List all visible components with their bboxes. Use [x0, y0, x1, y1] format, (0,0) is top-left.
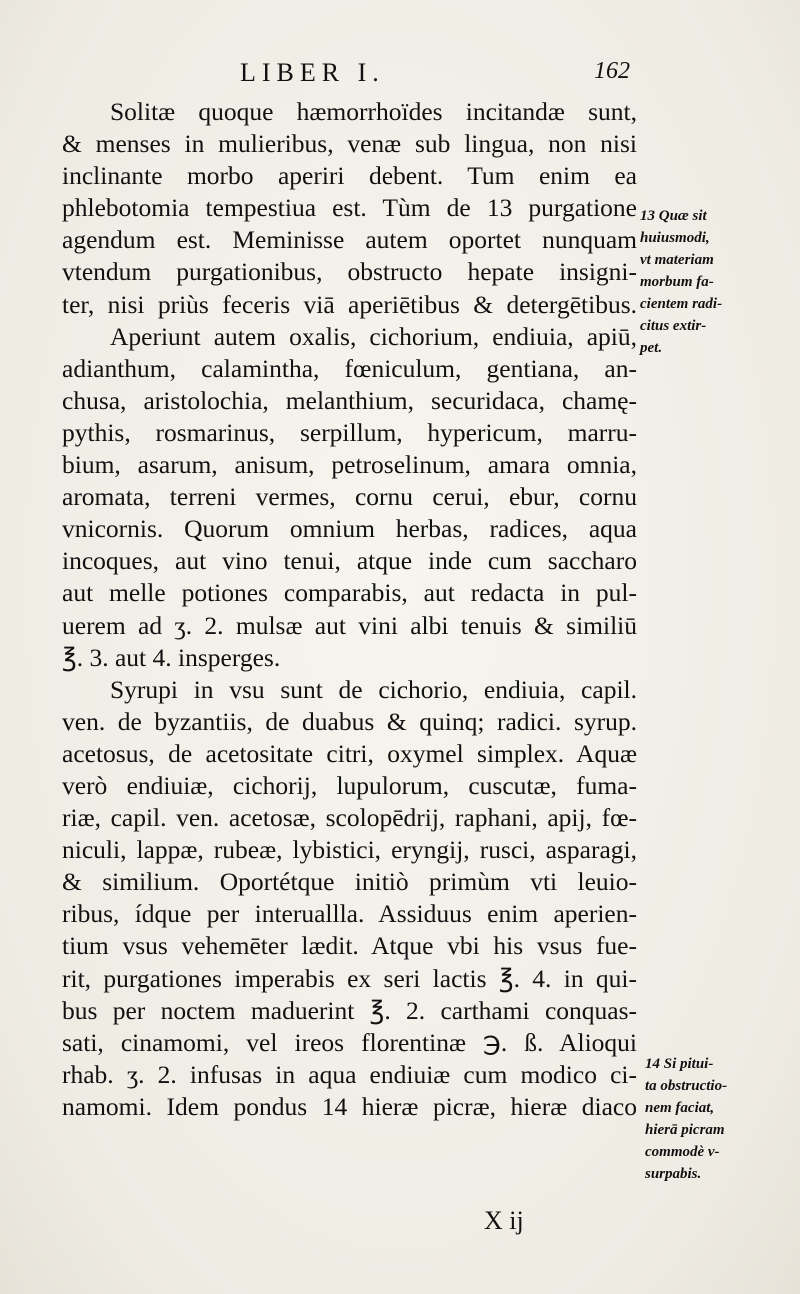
text-line: aut melle potiones comparabis, aut redacta in pul- [62, 578, 637, 608]
margin-note-line: nem faciat, [645, 1100, 715, 1116]
text-line: & similium. Oportétque initiò primùm vti leuio- [62, 867, 637, 897]
text-line: vtendum purgationibus, obstructo hepate insigni- [62, 257, 637, 287]
text-line: & menses in mulieribus, venæ sub lingua, non nisi [62, 129, 637, 159]
text-line: agendum est. Meminisse autem oportet nunquam [62, 225, 637, 255]
text-line: niculi, lappæ, rubeæ, lybistici, eryngij, rusci, asparagi, [62, 835, 637, 865]
text-line: phlebotomia tempestiua est. Tùm de 13 purgatione [62, 193, 637, 223]
text-line: bium, asarum, anisum, petroselinum, amara omnia, [62, 450, 637, 480]
signature-mark: X ij [484, 1206, 524, 1235]
text-line: inclinante morbo aperiri debent. Tum enim ea [62, 161, 637, 191]
text-line: tium vsus vehemēter lædit. Atque vbi his vsus fue- [62, 931, 637, 961]
text-line: verò endiuiæ, cichorij, lupulorum, cuscutæ, fuma- [62, 770, 637, 800]
margin-note-line: cientem radi- [640, 296, 723, 312]
margin-note-line: commodè v- [645, 1144, 720, 1160]
text-line: ℥. 3. aut 4. insperges. [62, 642, 281, 672]
margin-note-line: vt materiam [640, 252, 714, 268]
main-text-block [62, 96, 637, 1123]
text-line: rit, purgationes imperabis ex seri lactis ℥. 4. in qui- [62, 963, 637, 993]
text-line: Solitæ quoque hæmorrhoïdes incitandæ sunt, [110, 97, 637, 126]
margin-note-line: 13 Quæ sit [640, 208, 707, 224]
margin-note-line: 14 Si pitui- [645, 1056, 714, 1072]
text-line: sati, cinamomi, vel ireos florentinæ ℈. ß. Alioqui [62, 1027, 637, 1057]
folio-number: 162 [594, 58, 630, 84]
page-header [60, 58, 630, 90]
text-line: uerem ad ʒ. 2. mulsæ aut vini albi tenuis & similiū [62, 610, 637, 640]
text-line: Aperiunt autem oxalis, cichorium, endiuia, apiū, [110, 321, 637, 351]
margin-note-line: hierā picram [645, 1122, 725, 1138]
text-line: acetosus, de acetositate citri, oxymel simplex. Aquæ [62, 738, 637, 768]
margin-note-14 [645, 1053, 727, 1185]
text-line: adianthum, calamintha, fœniculum, gentiana, an- [62, 353, 637, 383]
text-line: chusa, aristolochia, melanthium, securidaca, chamę- [62, 385, 637, 415]
text-line: aromata, terreni vermes, cornu cerui, ebur, cornu [62, 482, 637, 512]
text-line: vnicornis. Quorum omnium herbas, radices, aqua [62, 514, 637, 544]
text-line: ribus, ídque per interuallla. Assiduus enim aperien- [62, 899, 637, 929]
margin-note-line: morbum fa- [640, 274, 714, 290]
margin-note-line: pet. [640, 340, 663, 356]
margin-note-13 [640, 205, 722, 359]
margin-note-line: huiusmodi, [640, 230, 710, 246]
margin-note-line: ta obstructio- [645, 1078, 728, 1094]
text-line: Syrupi in vsu sunt de cichorio, endiuia, capil. [110, 674, 637, 704]
text-line: namomi. Idem pondus 14 hieræ picræ, hieræ diaco [62, 1091, 637, 1121]
text-line: ter, nisi priùs feceris viā aperiētibus & detergētibus. [62, 289, 637, 319]
margin-note-line: citus extir- [640, 318, 707, 334]
margin-note-line: surpabis. [645, 1166, 702, 1182]
text-line: rhab. ʒ. 2. infusas in aqua endiuiæ cum modico ci- [62, 1059, 637, 1089]
running-head: LIBER I. [240, 58, 385, 87]
text-line: pythis, rosmarinus, serpillum, hypericum, marru- [62, 417, 637, 447]
text-line: bus per noctem maduerint ℥. 2. carthami conquas- [62, 995, 637, 1025]
text-line: riæ, capil. ven. acetosæ, scolopēdrij, raphani, apij, fœ- [62, 803, 637, 833]
text-line: incoques, aut vino tenui, atque inde cum sacchаro [62, 546, 637, 576]
text-line: ven. de byzantiis, de duabus & quinq; radici. syrup. [62, 706, 637, 736]
